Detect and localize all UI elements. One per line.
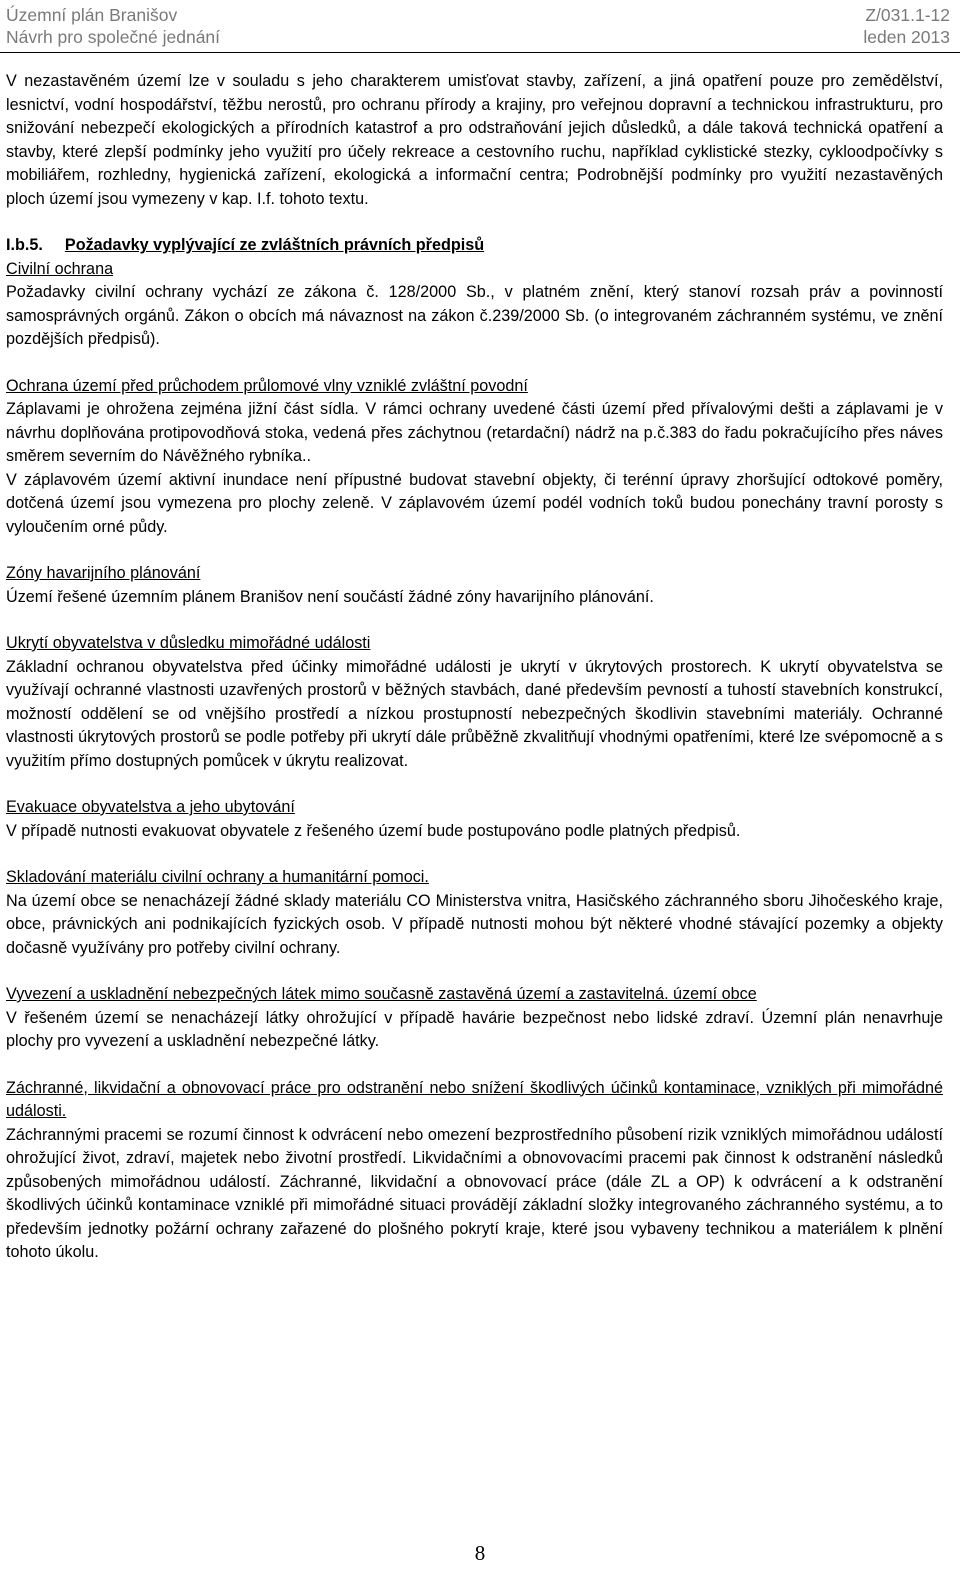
subsection <box>6 258 943 352</box>
intro-paragraph: V nezastavěném území lze v souladu s jeho charakterem umisťovat stavby, zařízení, a jiná opatření pouze pro zemědělství, lesnictví, vodní hospodářství, těžbu nerostů, pro ochranu přírody a krajiny, pro veřejnou dopravní a technickou infrastrukturu, pro snižování nebezpečí ekologických a přírodních katastrof a pro odstraňování jejich důsledků, a dále taková technická opatření a stavby, které zlepší podmínky jeho využití pro účely rekreace a cestovního ruchu, například cyklistické stezky, cykloodpočívky s mobiliářem, rozhledny, hygienická zařízení, ekologická a informační centra; Podrobnější podmínky pro využití nezastavěných ploch území jsou vymezeny v kap. I.f. tohoto textu. <box>6 72 943 208</box>
subsection-paragraph: Záchrannými pracemi se rozumí činnost k odvrácení nebo omezení bezprostředního působení rizik vzniklých mimořádnou událostí ohrožující život, zdraví, majetek nebo životní prostředí. Likvidačními a obnovovacími pracemi pak činnost k odstranění následků způsobených mimořádnou událostí. Záchranné, likvidační a obnovovací práce (dále ZL a OP) k odvrácení a k odstranění škodlivých účinků kontaminace vzniklé při mimořádné situaci provádějí základní složky integrovaného záchranného systému, a to především jednotky požární ochrany zařazené do plošného pokrytí kraje, které jsou vybaveny technikou a materiálem k plnění tohoto úkolu. <box>6 1125 943 1261</box>
header-row-bottom <box>6 26 950 48</box>
document-title: Územní plán Branišov <box>6 5 178 25</box>
document-date: leden 2013 <box>863 27 950 47</box>
subsections <box>6 258 943 1265</box>
subsection-heading: Ochrana území před průchodem průlomové vlny vzniklé zvláštní povodní <box>6 376 528 395</box>
subsection-paragraph: V řešeném území se nenacházejí látky ohrožující v případě havárie bezpečnost nebo lidské zdraví. Územní plán nenavrhuje plochy pro vyvezení a uskladnění nebezpečné látky. <box>6 1008 943 1050</box>
subsection-heading: Evakuace obyvatelstva a jeho ubytování <box>6 798 295 816</box>
page-content <box>6 70 943 1288</box>
header-row-top <box>6 4 950 26</box>
subsection-paragraph: Základní ochranou obyvatelstva před účinky mimořádné události je ukrytí v úkrytových prostorech. K ukrytí obyvatelstva se využívají ochranné vlastnosti uzavřených prostorů v běžných stavbách, dané především pevností a tuhostí stavebních konstrukcí, možností oddělení se od vnějšího prostředí a nízkou prostupností nebezpečných škodlivin stavebními materiály. Ochranné vlastnosti úkrytových prostorů se podle potřeby při ukrytí dále průběžně zkvalitňují vhodnými opatřeními, které lze svépomocně a s využitím přímo dostupných pomůcek v úkrytu realizovat. <box>6 657 943 770</box>
subsection-heading: Ukrytí obyvatelstva v důsledku mimořádné události <box>6 634 371 652</box>
subsection-paragraph: V záplavovém území aktivní inundace není přípustné budovat stavební objekty, či terénní úpravy zhoršující odtokové poměry, dotčená území jsou vymezena pro plochy zeleně. V záplavovém území podél vodních toků budou ponechány travní porosty s vyloučením orné půdy. <box>6 470 943 536</box>
document-code: Z/031.1-12 <box>865 5 950 25</box>
subsection-paragraph: Požadavky civilní ochrany vychází ze zákona č. 128/2000 Sb., v platném znění, který stanoví rozsah práv a povinností samosprávných orgánů. Zákon o obcích má návaznost na zákon č.239/2000 Sb. (o integrovaném záchranném systému, ve znění pozdějších předpisů). <box>6 283 943 348</box>
page-header <box>0 0 960 53</box>
page-number: 8 <box>474 1541 486 1565</box>
subsection <box>6 796 943 843</box>
subsection-paragraph: V případě nutnosti evakuovat obyvatele z řešeného území bude postupováno podle platných předpisů. <box>6 821 741 840</box>
document-subtitle: Návrh pro společné jednání <box>6 27 221 47</box>
subsection <box>6 562 943 609</box>
subsection-heading: Civilní ochrana <box>6 259 114 278</box>
section-number: I.b.5. <box>6 236 43 254</box>
subsection-heading: Záchranné, likvidační a obnovovací práce pro odstranění nebo snížení škodlivých účinků kontaminace, vzniklých při mimořádné události. <box>6 1078 943 1120</box>
subsection <box>6 983 943 1054</box>
section-title: Požadavky vyplývající ze zvláštních právních předpisů <box>64 236 485 254</box>
subsection-paragraph: Záplavami je ohrožena zejména jižní část sídla. V rámci ochrany uvedené části území před přívalovými dešti a záplavami je v návrhu doplňována protipovodňová stoka, vedená přes záchytnou (retardační) nádrž na p.č.383 do řadu pokračujícího přes náves směrem severním do Návěžného rybníka.. <box>6 400 943 465</box>
subsection <box>6 1077 943 1265</box>
subsection-heading: Vyvezení a uskladnění nebezpečných látek mimo současně zastavěná území a zastavitelná. území obce <box>6 985 757 1003</box>
intro-block <box>6 70 943 211</box>
subsection-paragraph: Území řešené územním plánem Branišov není součástí žádné zóny havarijního plánování. <box>6 587 654 606</box>
subsection-heading: Skladování materiálu civilní ochrany a humanitární pomoci. <box>6 868 429 886</box>
subsection <box>6 375 943 540</box>
subsection <box>6 866 943 960</box>
section-heading <box>6 234 943 258</box>
subsection-paragraph: Na území obce se nenacházejí žádné sklady materiálu CO Ministerstva vnitra, Hasičského záchranného sboru Jihočeského kraje, obce, právnických ani podnikajících fyzických osob. V případě nutnosti mohou být některé vhodné stávající pozemky a objekty dočasně využívány pro potřeby civilní ochrany. <box>6 891 943 957</box>
subsection <box>6 632 943 773</box>
subsection-heading: Zóny havarijního plánování <box>6 564 201 582</box>
